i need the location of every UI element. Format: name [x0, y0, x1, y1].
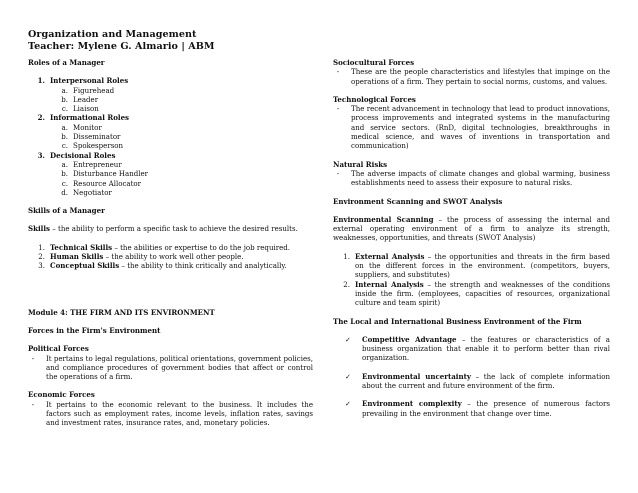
list-item: 2. Internal Analysis – the strength and weaknesses of the conditions inside the firm. (employees, capacities of resources, organizational culture and team spirit): [343, 279, 610, 308]
checkmark-icon: ✓: [345, 371, 351, 381]
role-group: 3. Decisional Roles: [37, 150, 116, 160]
list-item: c. Spokesperson: [61, 141, 124, 151]
check-item: ✓ Environmental uncertainty – the lack of complete information about the current and future environment of the firm.: [341, 372, 610, 391]
env-heading: The Local and International Business Environment of the Firm: [333, 316, 582, 326]
scanning-definition: Environmental Scanning – the process of assessing the internal and external operating environment of a firm to analyze its strength, weaknesses, opportunities, and threats (SWOT Analysis): [333, 214, 610, 243]
political-text: - It pertains to legal regulations, political orientations, government policies, and compliance procedures of government bodies that affect or control the operations of a firm.: [31, 353, 313, 382]
roles-list: [28, 76, 313, 197]
list-item: a. Figurehead: [61, 85, 115, 95]
role-group: 1. Interpersonal Roles: [37, 76, 129, 86]
swot-heading: Environment Scanning and SWOT Analysis: [333, 196, 503, 206]
document-teacher: Teacher: Mylene G. Almario | ABM: [28, 41, 215, 52]
list-item: b. Leader: [61, 94, 99, 104]
document-title: Organization and Management: [28, 29, 197, 40]
natural-heading: Natural Risks: [333, 159, 388, 169]
skills-list: [28, 243, 313, 271]
list-item: 3. Conceptual Skills – the ability to think critically and analytically.: [38, 261, 287, 271]
checkmark-icon: ✓: [345, 334, 351, 344]
tech-text: - The recent advancement in technology that lead to product innovations, process improvements and integrated systems in the manufacturing and service sectors. (RnD, digital technologies, breakthroughs in medical science, and waves of inventions in transportation and communication): [336, 104, 610, 151]
political-heading: Political Forces: [28, 344, 89, 354]
list-item: a. Entrepreneur: [61, 159, 122, 169]
left-column: [28, 58, 313, 428]
list-item: a. Monitor: [61, 122, 102, 132]
list-item: c. Liaison: [61, 104, 99, 114]
socio-text: - These are the people characteristics and lifestyles that impinge on the operations of a firm. They pertain to social norms, customs, and values.: [336, 67, 610, 86]
natural-text: - The adverse impacts of climate changes and global warming, business establishments need to assess their exposure to natural risks.: [336, 168, 610, 188]
list-item: 1. Technical Skills – the abilities or expertise to do the job required.: [38, 242, 291, 252]
checklist: [333, 335, 610, 418]
skills-heading: Skills of a Manager: [28, 206, 105, 216]
module-heading: Module 4: THE FIRM AND ITS ENVIRONMENT: [28, 307, 215, 317]
economic-heading: Economic Forces: [28, 390, 95, 400]
check-item: ✓ Environment complexity – the presence of numerous factors prevailing in the environment that change over time.: [341, 399, 610, 418]
list-item: c. Resource Allocator: [61, 178, 142, 188]
list-item: b. Disturbance Handler: [61, 169, 149, 179]
tech-heading: Technological Forces: [333, 94, 416, 104]
checkmark-icon: ✓: [345, 399, 351, 409]
role-group: 2. Informational Roles: [37, 113, 130, 123]
list-item: b. Disseminator: [61, 132, 121, 142]
list-item: 1. External Analysis – the opportunities and threats in the firm based on the different forces in the environment. (competitors, buyers, suppliers, and substitutes): [343, 251, 610, 280]
right-column: [333, 58, 610, 418]
roles-heading: Roles of a Manager: [28, 58, 105, 67]
check-item: ✓ Competitive Advantage – the features or characteristics of a business organization that enable it to perform better than rival organization.: [341, 335, 610, 363]
economic-text: - It pertains to the economic relevant to the business. It includes the factors such as employment rates, income levels, inflation rates, savings and investment rates, insurance rates, and, monetary policies.: [31, 399, 313, 428]
skills-definition: Skills – the ability to perform a specific task to achieve the desired results.: [28, 224, 298, 234]
list-item: d. Negotiator: [61, 187, 112, 197]
list-item: 2. Human Skills – the ability to work well other people.: [38, 252, 244, 262]
socio-heading: Sociocultural Forces: [333, 58, 415, 67]
forces-heading: Forces in the Firm's Environment: [28, 325, 161, 335]
analysis-list: [333, 252, 610, 308]
